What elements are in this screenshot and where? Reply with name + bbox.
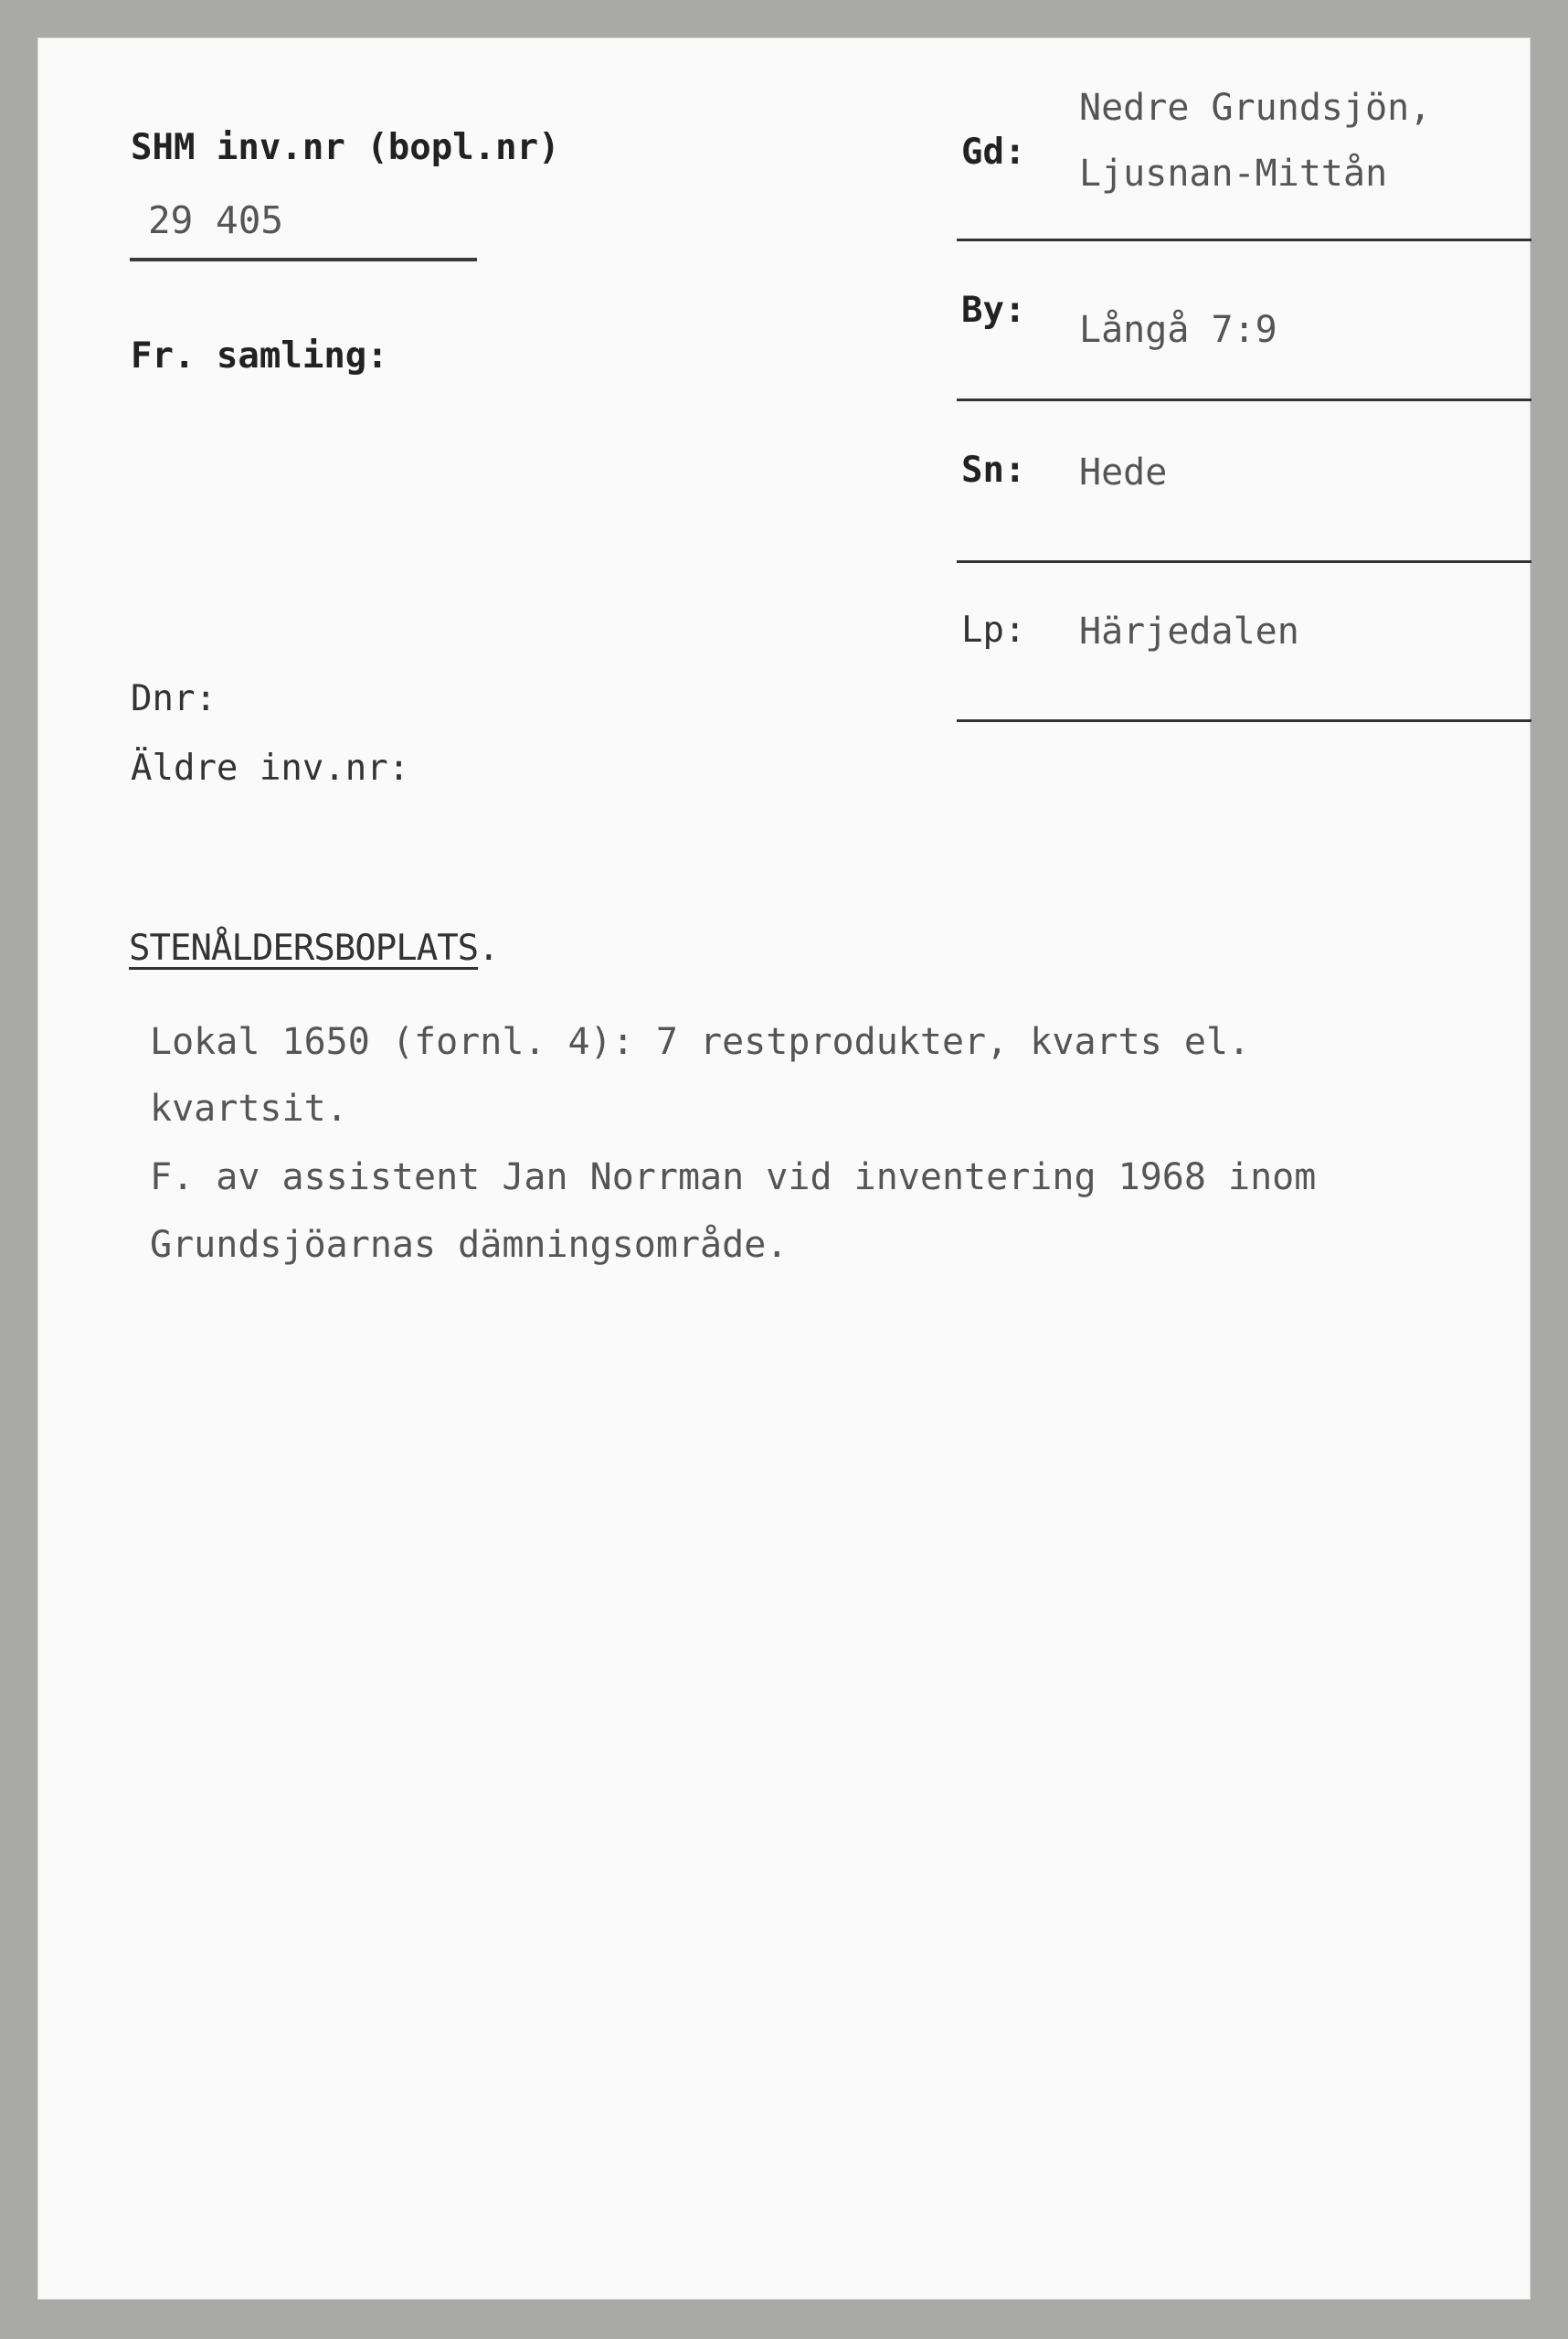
- body-line-2: kvartsit.: [150, 1088, 348, 1130]
- gd-rule: [957, 239, 1531, 241]
- by-label: By:: [961, 290, 1026, 331]
- body-line-4: Grundsjöarnas dämningsområde.: [150, 1224, 789, 1266]
- sn-label: Sn:: [961, 450, 1026, 491]
- body-line-1: Lokal 1650 (fornl. 4): 7 restprodukter, kvarts el.: [150, 1021, 1251, 1063]
- site-type-heading-block: [129, 928, 499, 969]
- fr-samling-label: Fr. samling:: [131, 335, 388, 377]
- by-rule: [957, 399, 1531, 401]
- sn-rule: [957, 560, 1531, 563]
- shm-inv-value: 29 405: [148, 198, 284, 242]
- lp-rule: [957, 719, 1531, 722]
- body-line-3: F. av assistent Jan Norrman vid inventering 1968 inom: [150, 1156, 1317, 1198]
- shm-inv-label: SHM inv.nr (bopl.nr): [131, 127, 560, 168]
- dnr-label: Dnr:: [131, 678, 217, 719]
- lp-value: Härjedalen: [1079, 611, 1299, 653]
- gd-value-line2: Ljusnan-Mittån: [1079, 153, 1388, 195]
- by-value: Långå 7:9: [1079, 309, 1277, 351]
- shm-inv-rule: [130, 258, 477, 261]
- lp-label: Lp:: [961, 610, 1026, 651]
- catalog-card: [37, 37, 1531, 2300]
- site-type-heading-period: .: [478, 928, 499, 969]
- site-type-heading: STENÅLDERSBOPLATS: [129, 928, 479, 969]
- sn-value: Hede: [1079, 452, 1168, 494]
- aldre-inv-label: Äldre inv.nr:: [131, 748, 410, 789]
- gd-label: Gd:: [961, 132, 1026, 173]
- gd-value-line1: Nedre Grundsjön,: [1079, 87, 1432, 129]
